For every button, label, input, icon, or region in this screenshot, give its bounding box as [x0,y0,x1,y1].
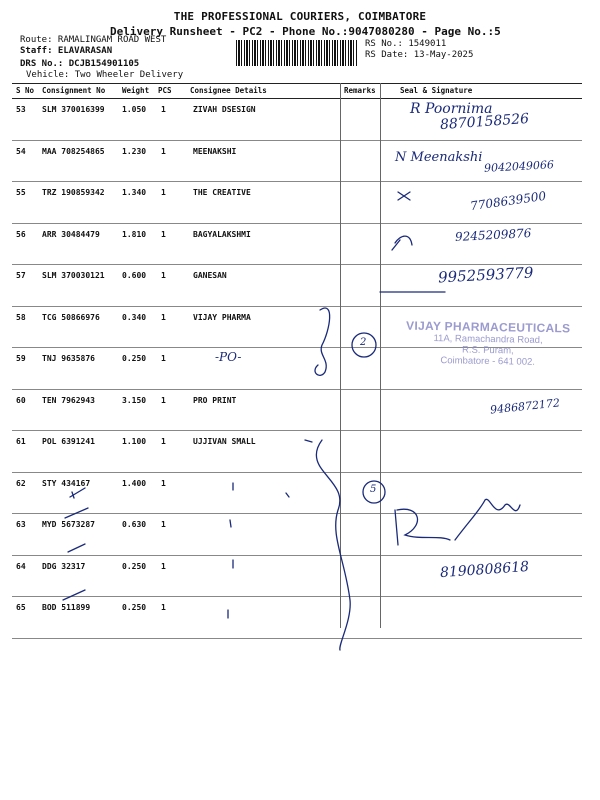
cell-consignment: TRZ 190859342 [42,188,105,197]
cell-weight: 1.230 [122,146,147,156]
signature-54-name: N Meenakshi [395,150,483,165]
cell-consignee: UJJIVAN SMALL [193,437,256,446]
cell-consignee: BAGYALAKSHMI [193,229,251,239]
signature-57-phone: 9952593779 [437,263,534,287]
cross-55 [398,192,410,200]
col-remarks: Remarks [344,86,376,95]
cell-consignment: ARR 30484479 [42,229,100,239]
cell-pcs: 1 [161,478,166,488]
cell-consignee: GANESAN [193,271,227,280]
cell-pcs: 1 [161,354,166,363]
col-seal-signature: Seal & Signature [400,86,473,95]
cell-sno: 55 [16,188,26,197]
cell-consignment: DDG 32317 [42,561,86,571]
cell-consignment: BOD 511899 [42,603,91,612]
cell-pcs: 1 [161,520,166,529]
cell-consignment: TNJ 9635876 [42,354,95,363]
cell-sno: 60 [16,395,26,405]
cell-weight: 1.810 [122,229,147,239]
stamp-line-1: VIJAY PHARMACEUTICALS [406,318,571,336]
cell-sno: 59 [16,354,26,363]
cell-consignment: SLM 370030121 [42,271,105,280]
pharmacy-stamp [398,318,579,368]
cell-weight: 3.150 [122,395,147,405]
cell-consignee: ZIVAH DSESIGN [193,105,256,114]
cell-weight: 1.400 [122,478,147,488]
cell-weight: 1.340 [122,188,147,197]
cell-consignment: TCG 50866976 [42,312,100,322]
cell-pcs: 1 [161,146,166,156]
cell-pcs: 1 [161,312,166,322]
cell-consignment: MYD 5673287 [42,520,95,529]
col-sno: S No [16,86,35,95]
cell-consignee: PRO PRINT [193,395,237,405]
cell-pcs: 1 [161,105,166,114]
signature-63 [395,509,450,545]
signature-64-phone: 8190808618 [439,558,530,582]
brace-stroke-2 [316,440,350,650]
signature-53-name: R Poornima [410,101,493,117]
stamp-line-2: 11A, Ramachandra Road, [433,333,543,346]
cell-sno: 63 [16,520,26,529]
signature-63b [455,499,520,540]
cell-sno: 61 [16,437,26,446]
stamp-line-3: R.S. Puram, [461,344,514,357]
drs-number: DRS No.: DCJB154901105 [20,59,140,69]
company-title: THE PROFESSIONAL COURIERS, COIMBATORE [173,10,427,23]
cell-consignment: TEN 7962943 [42,395,95,405]
cell-sno: 65 [16,603,26,612]
cell-pcs: 1 [161,437,166,446]
cell-weight: 0.250 [122,354,147,363]
cell-consignment: SLM 370016399 [42,105,105,114]
circle-5-label: 5 [370,484,377,495]
circle-2-label: 2 [360,337,367,348]
cell-consignment: STY 434167 [42,478,91,488]
cell-sno: 62 [16,478,26,488]
staff-label: Staff: ELAVARASAN [20,46,113,56]
col-consignment: Consignment No [42,86,106,95]
cell-pcs: 1 [161,603,166,612]
col-consignee: Consignee Details [190,86,267,95]
brace-stroke [315,308,330,375]
cell-consignee: THE CREATIVE [193,188,251,197]
cell-weight: 0.600 [122,271,147,280]
cell-pcs: 1 [161,229,166,239]
route-label: Route: RAMALINGAM ROAD WEST [20,35,167,45]
cell-weight: 0.340 [122,312,147,322]
cell-pcs: 1 [161,561,166,571]
cell-consignee: MEENAKSHI [193,146,237,156]
cell-consignment: MAA 708254865 [42,146,105,156]
vehicle-label: Vehicle: Two Wheeler Delivery [26,70,184,80]
cell-weight: 0.250 [122,561,147,571]
initial-56 [392,236,412,250]
signature-55-phone: 7708639500 [469,188,547,214]
col-weight: Weight [122,86,150,95]
runsheet-subtitle: Delivery Runsheet - PC2 - Phone No.:9047080280 - Page No.:5 [110,25,501,38]
cell-sno: 64 [16,561,26,571]
rs-date: RS Date: 13-May-2025 [365,50,474,60]
cell-sno: 53 [16,105,26,114]
signature-56-phone: 9245209876 [454,226,532,244]
cell-weight: 0.630 [122,520,147,529]
cell-consignee: VIJAY PHARMA [193,312,251,322]
signature-53-phone: 8870158526 [439,110,530,134]
rs-number: RS No.: 1549011 [365,39,447,49]
cell-sno: 56 [16,229,26,239]
cell-pcs: 1 [161,188,166,197]
cell-sno: 54 [16,146,26,156]
signature-54-phone: 9042049066 [483,158,555,175]
signature-60-phone: 9486872172 [489,396,561,417]
stamp-line-4: Coimbatore - 641 002. [440,355,536,368]
po-mark: -PO- [215,350,242,364]
cell-pcs: 1 [161,271,166,280]
col-pcs: PCS [158,86,172,95]
cell-sno: 57 [16,271,26,280]
cell-consignment: POL 6391241 [42,437,95,446]
cell-weight: 0.250 [122,603,147,612]
cell-weight: 1.050 [122,105,147,114]
cell-sno: 58 [16,312,26,322]
cell-pcs: 1 [161,395,166,405]
cell-weight: 1.100 [122,437,147,446]
